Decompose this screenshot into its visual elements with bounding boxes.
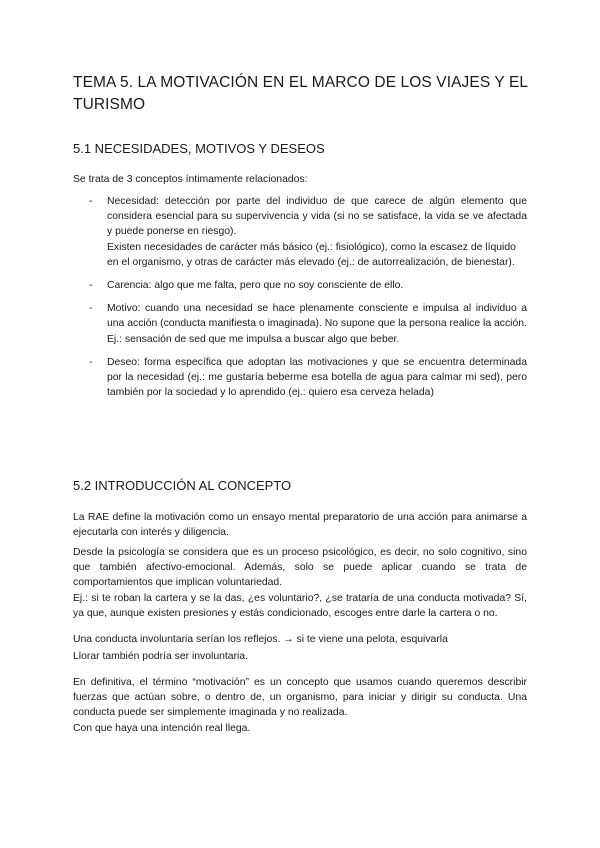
list-item-deseo bbox=[89, 355, 527, 401]
item-text: Motivo: cuando una necesidad se hace plenamente consciente e impulsa al individuo a una acción (conducta manifiesta o imaginada). No supone que la persona realice la acción. bbox=[107, 303, 527, 330]
section-heading-5-1: 5.1 NECESIDADES, MOTIVOS Y DESEOS bbox=[73, 141, 325, 156]
section-heading-5-2: 5.2 INTRODUCCIÓN AL CONCEPTO bbox=[73, 478, 292, 493]
paragraph-llorar: Llorar también podría ser involuntaria. bbox=[73, 651, 249, 662]
item-text: Carencia: algo que me falta, pero que no soy consciente de ello. bbox=[107, 280, 404, 292]
paragraph-reflejos: Una conducta involuntaria serían los reflejos. → si te viene una pelota, esquivarla bbox=[73, 634, 448, 645]
document-title: TEMA 5. LA MOTIVACIÓN EN EL MARCO DE LOS VIAJES Y EL TURISMO bbox=[73, 74, 528, 113]
dash-bullet: - bbox=[89, 280, 93, 292]
dash-bullet: - bbox=[89, 356, 93, 368]
dash-bullet: - bbox=[89, 196, 93, 207]
paragraph-rae: La RAE define la motivación como un ensayo mental preparatorio de una acción para animarse a ejecutarla con interés y diligencia. bbox=[73, 512, 527, 539]
item-text: Necesidad: detección por parte del individuo de que carece de algún elemento que considera esencial para su supervivencia y vida (si no se satisface, la vida se ve afectada y puede ponerse en riesgo). bbox=[107, 196, 527, 238]
dash-bullet: - bbox=[89, 303, 93, 315]
paragraph-definicion: En definitiva, el término “motivación” es un concepto que usamos cuando queremos describir fuerzas que actúan sobre, o dentro de, un organismo, para iniciar y dirigir su conducta. Una conducta puede ser simplemente imaginada y no realizada. bbox=[73, 677, 527, 719]
paragraph-intencion: Con que haya una intención real llega. bbox=[73, 723, 251, 734]
section-1-intro: Se trata de 3 conceptos íntimamente relacionados: bbox=[73, 174, 308, 185]
paragraph-psicologia: Desde la psicología se considera que es un proceso psicológico, es decir, no solo cognitivo, sino que también afectivo-emocional. Además, solo se puede aplicar cuando se trata de comportamientos que implican voluntariedad. bbox=[73, 547, 527, 589]
list-item-necesidad bbox=[89, 194, 527, 270]
item-extra: Ej.: sensación de sed que me impulsa a buscar algo que beber. bbox=[107, 333, 400, 345]
list-item-carencia bbox=[89, 278, 527, 293]
paragraph-ejemplo-cartera: Ej.: si te roban la cartera y se la das, ¿es voluntario?, ¿se trataría de una conducta motivada? Sí, ya que, aunque existen presiones y estás condicionado, escoges entre darle la cartera o no. bbox=[73, 593, 527, 620]
list-item-motivo bbox=[89, 301, 527, 347]
concept-list bbox=[89, 194, 527, 408]
item-text: Deseo: forma específica que adoptan las motivaciones y que se encuentra determinada por la necesidad (ej.: me gustaría beberme esa botella de agua para calmar mi sed), pero también por la sociedad y lo aprendido (ej.: quiero esa cerveza helada) bbox=[107, 356, 527, 399]
item-extra: Existen necesidades de carácter más básico (ej.: fisiológico), como la escasez de líquido en el organismo, y otras de carácter más elevado (ej.: de autorrealización, de bienestar). bbox=[107, 241, 516, 268]
